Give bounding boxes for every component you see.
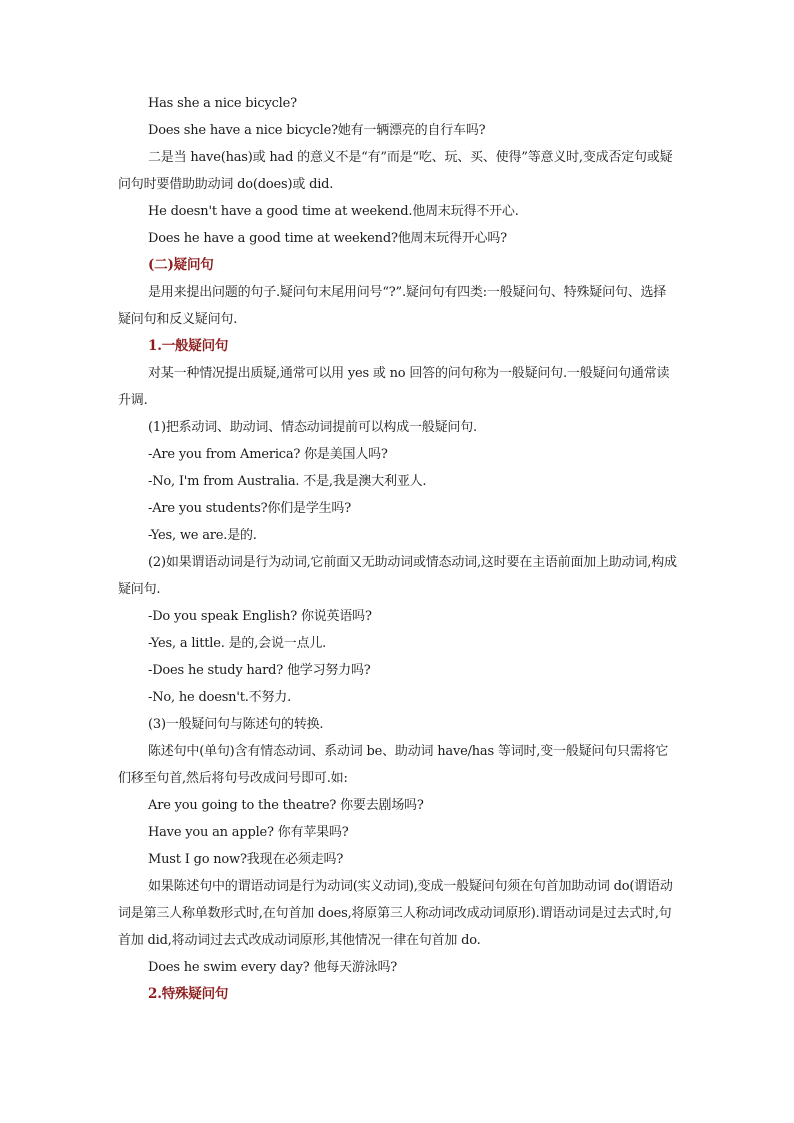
text-line: -Does he study hard? 他学习努力吗? — [148, 663, 371, 678]
paragraph: (2)如果谓语动词是行为动词,它前面又无助动词或情态动词,这时要在主语前面加上助动词,构成疑问句. — [118, 555, 677, 597]
text-line: Does he swim every day? 他每天游泳吗? — [148, 960, 398, 975]
section-heading: 1.一般疑问句 — [148, 338, 229, 354]
section-heading: (二)疑问句 — [148, 257, 214, 273]
paragraph: 二是当 have(has)或 had 的意义不是“有”而是“吃、玩、买、使得”等意义时,变成否定句或疑问句时要借助助动词 do(does)或 did. — [118, 150, 673, 192]
paragraph: 是用来提出问题的句子.疑问句末尾用问号“?”.疑问句有四类:一般疑问句、特殊疑问句、选择疑问句和反义疑问句. — [118, 285, 667, 327]
text-line: Have you an apple? 你有苹果吗? — [148, 825, 349, 840]
text-line: He doesn't have a good time at weekend.他周末玩得不开心. — [148, 204, 519, 219]
text-line: -No, he doesn't.不努力. — [148, 690, 292, 705]
text-line: -Yes, we are.是的. — [148, 528, 257, 543]
document-page — [118, 90, 678, 1008]
text-line: Does she have a nice bicycle?她有一辆漂亮的自行车吗? — [148, 123, 486, 138]
text-line: Does he have a good time at weekend?他周末玩得开心吗? — [148, 231, 507, 246]
text-line: Must I go now?我现在必须走吗? — [148, 852, 344, 867]
text-line: (3)一般疑问句与陈述句的转换. — [148, 717, 324, 732]
section-heading: 2.特殊疑问句 — [148, 986, 229, 1002]
paragraph: 陈述句中(单句)含有情态动词、系动词 be、助动词 have/has 等词时,变一般疑问句只需将它们移至句首,然后将句号改成问号即可.如: — [118, 744, 669, 786]
text-line: Are you going to the theatre? 你要去剧场吗? — [148, 798, 424, 813]
text-line: (1)把系动词、助动词、情态动词提前可以构成一般疑问句. — [148, 420, 477, 435]
text-line: -Are you students?你们是学生吗? — [148, 501, 351, 516]
paragraph: 如果陈述句中的谓语动词是行为动词(实义动词),变成一般疑问句须在句首加助动词 do(谓语动词是第三人称单数形式时,在句首加 does,将原第三人称动词改成动词原形).谓语动词是过去式时,句首加 did,将动词过去式改成动词原形,其他情况一律在句首加 do. — [118, 879, 673, 948]
text-line: Has she a nice bicycle? — [148, 96, 297, 111]
text-line: -Are you from America? 你是美国人吗? — [148, 447, 388, 462]
text-line: -Do you speak English? 你说英语吗? — [148, 609, 372, 624]
text-line: -No, I'm from Australia. 不是,我是澳大利亚人. — [148, 474, 427, 489]
paragraph: 对某一种情况提出质疑,通常可以用 yes 或 no 回答的问句称为一般疑问句.一般疑问句通常读升调. — [118, 366, 670, 408]
text-line: -Yes, a little. 是的,会说一点儿. — [148, 636, 327, 651]
